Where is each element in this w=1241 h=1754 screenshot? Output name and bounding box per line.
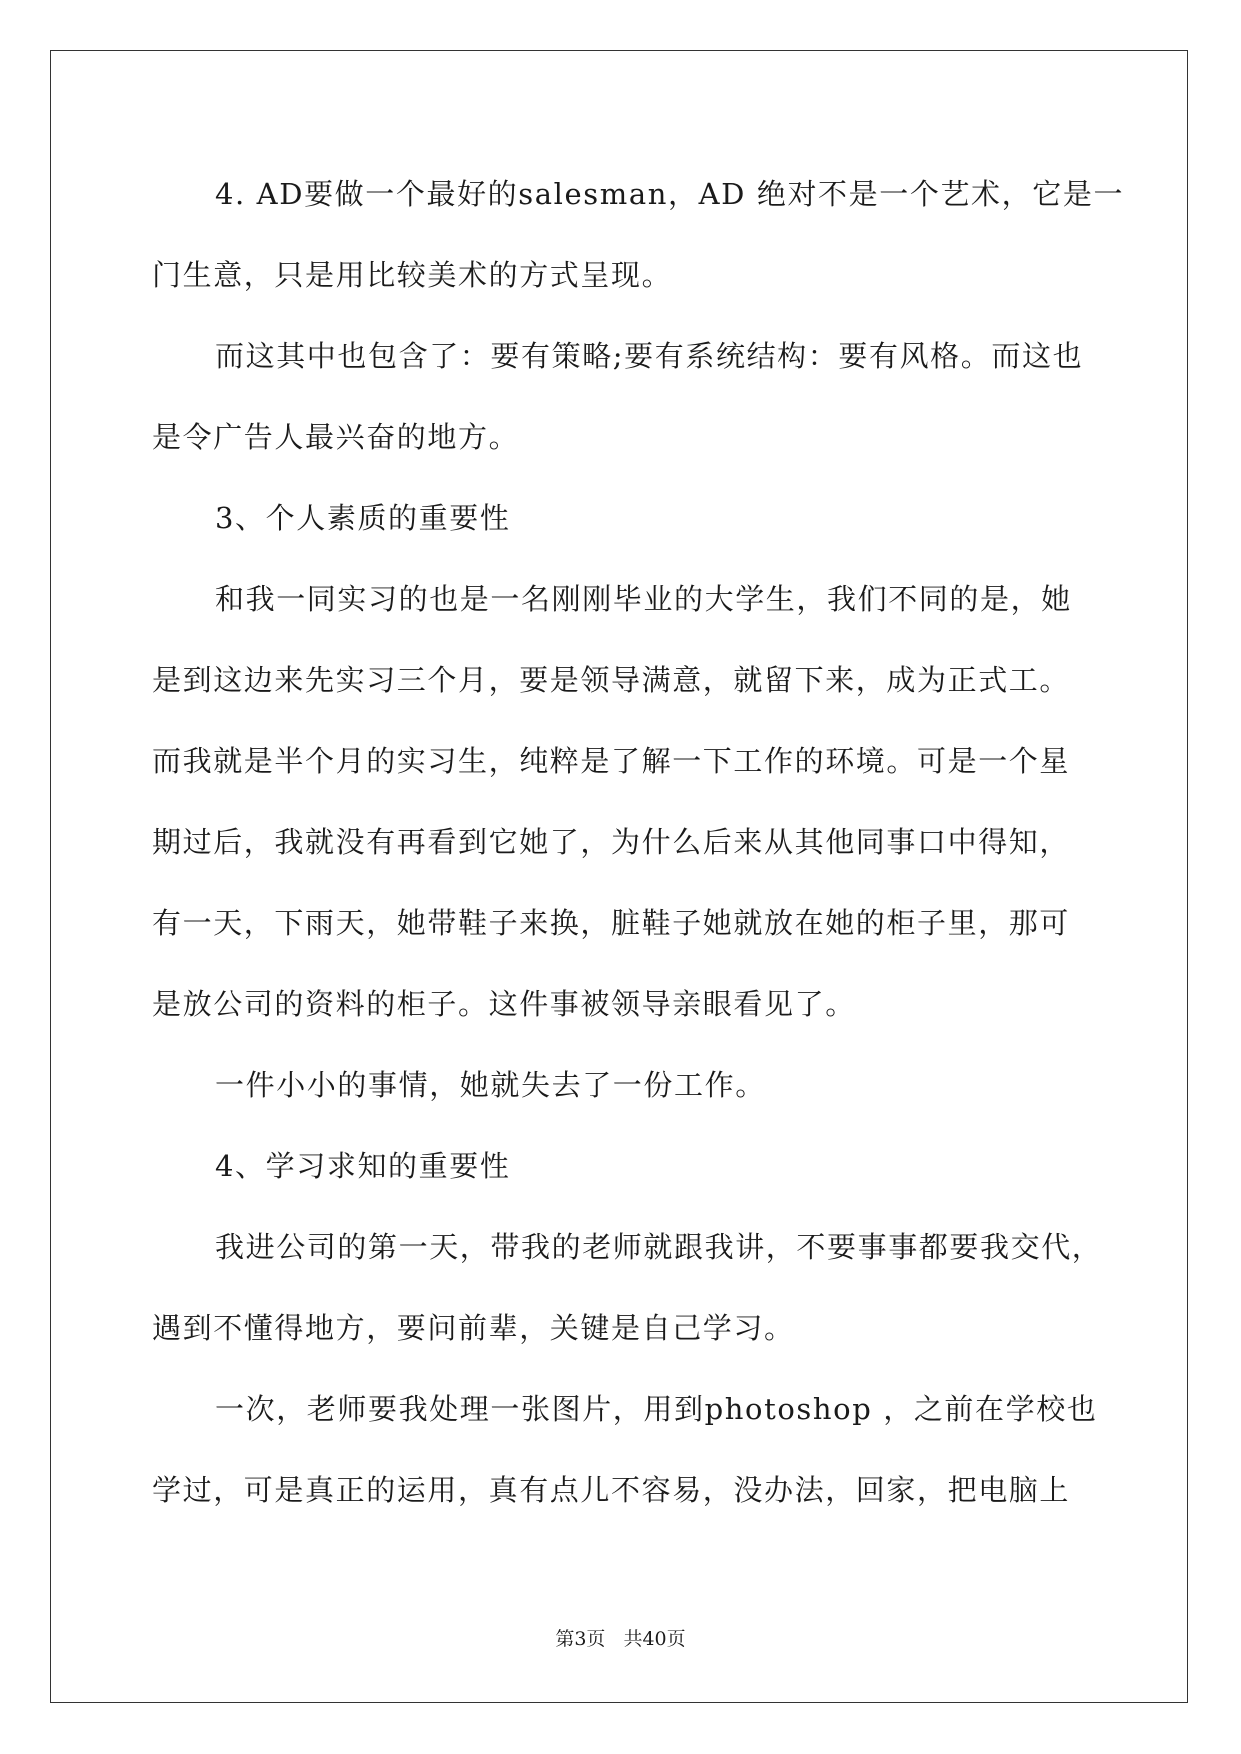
text-line: 有一天，下雨天，她带鞋子来换，脏鞋子她就放在她的柜子里，那可: [152, 906, 1071, 940]
document-body: [152, 167, 1125, 1544]
text-line: 学过，可是真正的运用，真有点儿不容易，没办法，回家，把电脑上: [152, 1473, 1071, 1507]
section-heading: 3、个人素质的重要性: [215, 501, 511, 535]
text-line: 一件小小的事情，她就失去了一份工作。: [215, 1068, 766, 1102]
text-line: 4. AD要做一个最好的salesman，AD 绝对不是一个艺术，它是一: [215, 177, 1125, 211]
text-line: 是放公司的资料的柜子。这件事被领导亲眼看见了。: [152, 987, 856, 1021]
text-line: 遇到不懂得地方，要问前辈，关键是自己学习。: [152, 1311, 795, 1345]
text-line: 是令广告人最兴奋的地方。: [152, 420, 520, 454]
text-line: 门生意，只是用比较美术的方式呈现。: [152, 258, 673, 292]
text-line: 我进公司的第一天，带我的老师就跟我讲，不要事事都要我交代，: [215, 1230, 1103, 1264]
text-line: 而我就是半个月的实习生，纯粹是了解一下工作的环境。可是一个星: [152, 744, 1071, 778]
text-line: 而这其中也包含了：要有策略;要有系统结构：要有风格。而这也: [215, 339, 1084, 373]
page-footer: [0, 1624, 1241, 1651]
text-line: 期过后，我就没有再看到它她了，为什么后来从其他同事口中得知，: [152, 825, 1071, 859]
text-line: 和我一同实习的也是一名刚刚毕业的大学生，我们不同的是，她: [215, 582, 1072, 616]
page-total: 共40页: [623, 1628, 686, 1650]
page-number: 第3页: [555, 1628, 606, 1650]
text-line: 一次，老师要我处理一张图片，用到photoshop ，之前在学校也: [215, 1392, 1098, 1426]
text-line: 是到这边来先实习三个月，要是领导满意，就留下来，成为正式工。: [152, 663, 1071, 697]
section-heading: 4、学习求知的重要性: [215, 1149, 511, 1183]
